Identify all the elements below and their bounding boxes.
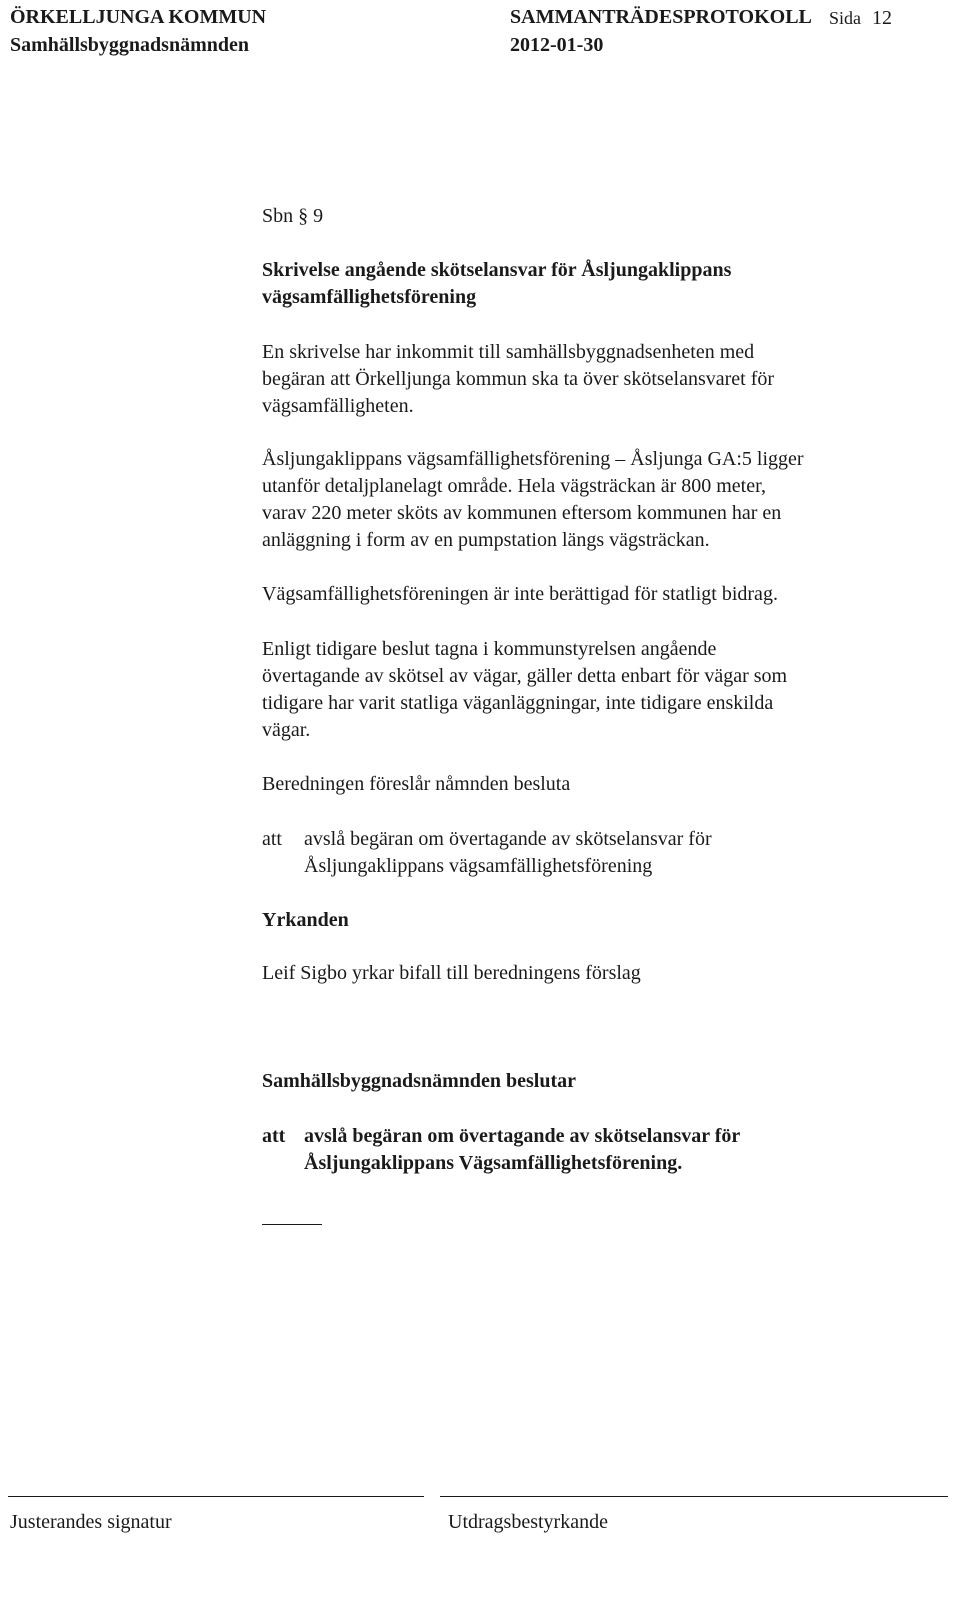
proposal-line-1: avslå begäran om övertagande av skötselansvar för <box>304 828 712 850</box>
para4-line-2: övertagande av skötsel av vägar, gäller detta enbart för vägar som <box>262 665 788 687</box>
page-indicator <box>829 6 892 30</box>
para1-line-2: begäran att Örkelljunga kommun ska ta över skötselansvaret för <box>262 368 775 390</box>
page-label: Sida <box>829 8 862 28</box>
proposal-keyword: att <box>262 828 282 850</box>
para2-line-2: utanför detaljplanelagt område. Hela vägsträckan är 800 meter, <box>262 475 766 497</box>
para4-line-1: Enligt tidigare beslut tagna i kommunstyrelsen angående <box>262 638 717 660</box>
proposal-clause <box>262 826 712 880</box>
meeting-date: 2012-01-30 <box>510 34 604 56</box>
section-ref: Sbn § 9 <box>262 205 324 227</box>
decision-keyword: att <box>262 1125 286 1147</box>
para1-line-1: En skrivelse har inkommit till samhällsbyggnadsenheten med <box>262 341 755 363</box>
para2-line-3: varav 220 meter sköts av kommunen eftersom kommunen har en <box>262 502 782 524</box>
document-type: SAMMANTRÄDESPROTOKOLL <box>510 6 812 28</box>
para3-line: Vägsamfällighetsföreningen är inte berättigad för statligt bidrag. <box>262 583 778 605</box>
footer-signature-label: Justerandes signatur <box>10 1511 172 1533</box>
title-line-2: vägsamfällighetsförening <box>262 286 477 308</box>
decision-heading: Samhällsbyggnadsnämnden beslutar <box>262 1070 576 1092</box>
footer-certification-label: Utdragsbestyrkande <box>448 1511 608 1533</box>
page-number: 12 <box>872 7 893 29</box>
signature-line-left <box>8 1496 424 1497</box>
motion-text: Leif Sigbo yrkar bifall till beredningens förslag <box>262 962 641 984</box>
municipality-name: ÖRKELLJUNGA KOMMUN <box>10 6 267 28</box>
motions-heading: Yrkanden <box>262 909 349 931</box>
decision-line-1: avslå begäran om övertagande av skötselansvar för <box>304 1125 741 1147</box>
para2-line-4: anläggning i form av en pumpstation längs vägsträckan. <box>262 529 710 551</box>
closing-rule <box>262 1224 322 1225</box>
signature-line-right <box>440 1496 948 1497</box>
title-line-1: Skrivelse angående skötselansvar för Åsljungaklippans <box>262 259 732 281</box>
decision-clause <box>262 1123 740 1177</box>
proposal-line-2: Åsljungaklippans vägsamfällighetsförening <box>304 855 653 877</box>
para4-line-3: tidigare har varit statliga väganläggningar, inte tidigare enskilda <box>262 692 774 714</box>
decision-line-2: Åsljungaklippans Vägsamfällighetsförening. <box>304 1152 683 1174</box>
para4-line-4: vägar. <box>262 719 311 741</box>
para1-line-3: vägsamfälligheten. <box>262 395 414 417</box>
para2-line-1: Åsljungaklippans vägsamfällighetsförening – Åsljunga GA:5 ligger <box>262 448 804 470</box>
committee-name: Samhällsbyggnadsnämnden <box>10 34 249 56</box>
proposal-intro: Beredningen föreslår nåmnden besluta <box>262 773 571 795</box>
